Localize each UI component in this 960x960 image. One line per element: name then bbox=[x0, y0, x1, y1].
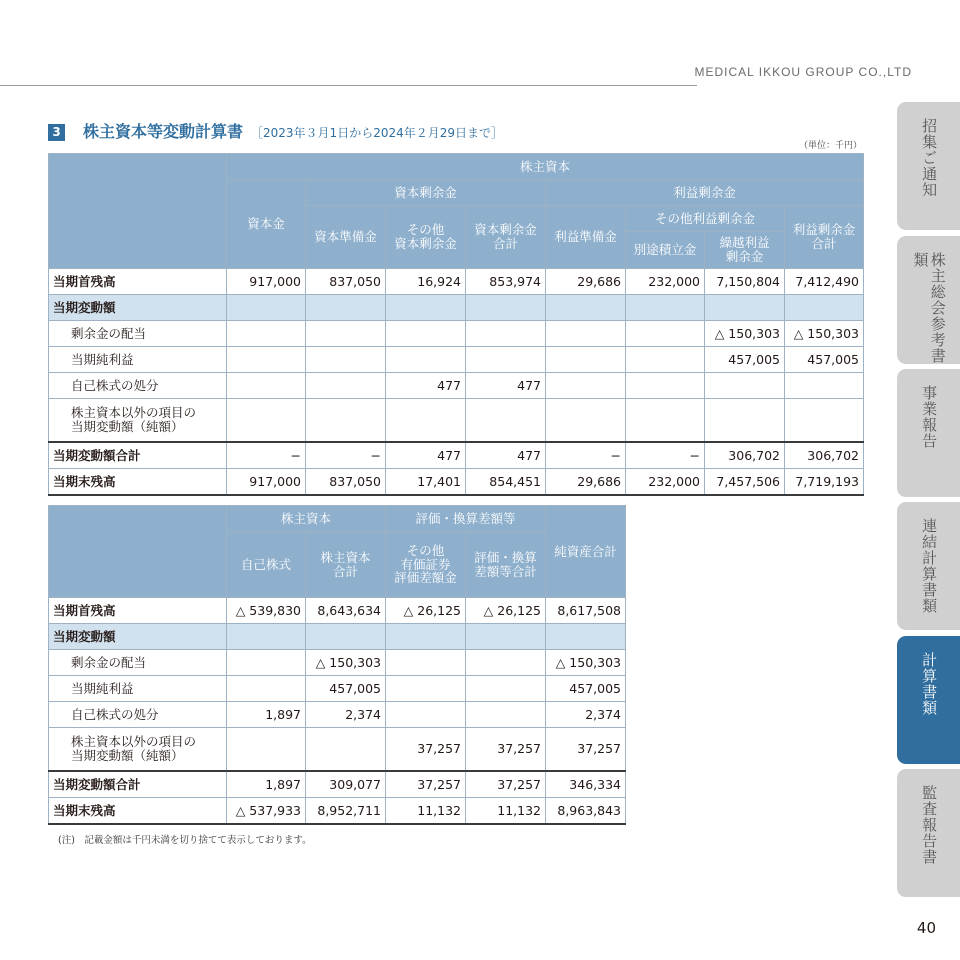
value-cell: 309,077 bbox=[306, 771, 386, 798]
value-cell: 837,050 bbox=[306, 469, 386, 496]
table1-row-net-income bbox=[49, 347, 864, 373]
value-cell bbox=[466, 321, 546, 347]
value-cell: △ 26,125 bbox=[466, 598, 546, 624]
row-label: 当期純利益 bbox=[49, 676, 227, 702]
row-label: 当期変動額 bbox=[49, 624, 227, 650]
value-cell: 457,005 bbox=[546, 676, 626, 702]
table1-header-shareholders-equity: 株主資本 bbox=[227, 154, 864, 180]
value-cell: 17,401 bbox=[386, 469, 466, 496]
section-title: 株主資本等変動計算書 bbox=[83, 122, 244, 141]
value-cell: 16,924 bbox=[386, 269, 466, 295]
value-cell: 306,702 bbox=[785, 442, 864, 469]
value-cell: 306,702 bbox=[705, 442, 785, 469]
value-cell: △ 150,303 bbox=[705, 321, 785, 347]
table1-row-changes-during-period bbox=[49, 295, 864, 321]
value-cell bbox=[626, 321, 705, 347]
value-cell: 346,334 bbox=[546, 771, 626, 798]
value-cell: 7,457,506 bbox=[705, 469, 785, 496]
value-cell: 837,050 bbox=[306, 269, 386, 295]
value-cell: △ 537,933 bbox=[227, 798, 306, 825]
value-cell: 477 bbox=[466, 442, 546, 469]
row-label: 当期変動額合計 bbox=[49, 442, 227, 469]
value-cell bbox=[626, 399, 705, 443]
value-cell: 457,005 bbox=[785, 347, 864, 373]
value-cell bbox=[785, 399, 864, 443]
table2-header-valuation-total: 評価・換算 差額等合計 bbox=[466, 532, 546, 598]
table1-header-other-retained-earnings: その他利益剰余金 bbox=[626, 206, 785, 232]
side-tab-2[interactable]: 事業報告 bbox=[897, 369, 960, 497]
value-cell: 2,374 bbox=[546, 702, 626, 728]
row-label: 剰余金の配当 bbox=[49, 650, 227, 676]
value-cell: − bbox=[306, 442, 386, 469]
value-cell bbox=[466, 624, 546, 650]
value-cell bbox=[466, 702, 546, 728]
section-period: ［2023年３月1日から2024年２月29日まで］ bbox=[251, 126, 503, 140]
table2-header-valuation-adjustments: 評価・換算差額等 bbox=[386, 506, 546, 532]
table2-row-net-income bbox=[49, 676, 626, 702]
value-cell: 853,974 bbox=[466, 269, 546, 295]
page-number: 40 bbox=[916, 919, 936, 937]
value-cell bbox=[466, 676, 546, 702]
value-cell bbox=[466, 399, 546, 443]
value-cell bbox=[785, 295, 864, 321]
value-cell: △ 150,303 bbox=[546, 650, 626, 676]
value-cell bbox=[386, 624, 466, 650]
footnote: (注) 記載金額は千円未満を切り捨てて表示しております。 bbox=[58, 835, 312, 846]
row-label: 当期変動額合計 bbox=[49, 771, 227, 798]
value-cell: 11,132 bbox=[466, 798, 546, 825]
value-cell: △ 150,303 bbox=[306, 650, 386, 676]
table2-row-closing-balance bbox=[49, 798, 626, 825]
table1-row-dividends bbox=[49, 321, 864, 347]
value-cell bbox=[626, 373, 705, 399]
side-tab-3[interactable]: 連結計算書類 bbox=[897, 502, 960, 630]
table1-row-treasury-stock-disposal bbox=[49, 373, 864, 399]
table2-row-opening-balance bbox=[49, 598, 626, 624]
value-cell bbox=[227, 321, 306, 347]
table1-header-legal-capital-reserve: 資本準備金 bbox=[306, 206, 386, 269]
value-cell: 1,897 bbox=[227, 702, 306, 728]
value-cell: 7,150,804 bbox=[705, 269, 785, 295]
side-tab-1[interactable]: 株主総会参考書類 bbox=[897, 236, 960, 364]
row-label: 自己株式の処分 bbox=[49, 373, 227, 399]
value-cell: 29,686 bbox=[546, 469, 626, 496]
value-cell bbox=[546, 295, 626, 321]
value-cell bbox=[546, 321, 626, 347]
value-cell: 457,005 bbox=[306, 676, 386, 702]
value-cell bbox=[227, 295, 306, 321]
table2-header-corner bbox=[49, 506, 227, 598]
value-cell bbox=[306, 347, 386, 373]
value-cell: 8,963,843 bbox=[546, 798, 626, 825]
row-label: 当期首残高 bbox=[49, 269, 227, 295]
section-number-badge: 3 bbox=[48, 124, 65, 141]
row-label: 当期首残高 bbox=[49, 598, 227, 624]
value-cell bbox=[306, 373, 386, 399]
row-label: 当期変動額 bbox=[49, 295, 227, 321]
row-label: 当期末残高 bbox=[49, 469, 227, 496]
value-cell: 7,719,193 bbox=[785, 469, 864, 496]
table1-row-non-equity-changes bbox=[49, 399, 864, 443]
value-cell: − bbox=[626, 442, 705, 469]
value-cell: 477 bbox=[466, 373, 546, 399]
table1-header-retained-earnings: 利益剰余金 bbox=[546, 180, 864, 206]
value-cell bbox=[466, 650, 546, 676]
value-cell bbox=[466, 295, 546, 321]
row-label: 株主資本以外の項目の 当期変動額（純額） bbox=[49, 728, 227, 772]
table2-header-other-securities-valuation: その他 有価証券 評価差額金 bbox=[386, 532, 466, 598]
value-cell: △ 539,830 bbox=[227, 598, 306, 624]
row-label: 当期純利益 bbox=[49, 347, 227, 373]
table1-header-retained-brought-forward: 繰越利益 剰余金 bbox=[705, 232, 785, 269]
value-cell: 7,412,490 bbox=[785, 269, 864, 295]
table2-header-shareholders-equity: 株主資本 bbox=[227, 506, 386, 532]
value-cell bbox=[306, 321, 386, 347]
value-cell: 37,257 bbox=[386, 771, 466, 798]
value-cell: 477 bbox=[386, 373, 466, 399]
value-cell: 8,617,508 bbox=[546, 598, 626, 624]
row-label: 自己株式の処分 bbox=[49, 702, 227, 728]
value-cell bbox=[546, 399, 626, 443]
table2-header-shareholders-equity-total: 株主資本 合計 bbox=[306, 532, 386, 598]
value-cell bbox=[785, 373, 864, 399]
value-cell: 37,257 bbox=[546, 728, 626, 772]
header-rule bbox=[0, 85, 697, 86]
value-cell bbox=[626, 347, 705, 373]
value-cell bbox=[227, 373, 306, 399]
value-cell: 457,005 bbox=[705, 347, 785, 373]
value-cell bbox=[386, 321, 466, 347]
table1-header-capital: 資本金 bbox=[227, 180, 306, 269]
company-name: MEDICAL IKKOU GROUP CO.,LTD bbox=[694, 65, 912, 79]
value-cell bbox=[227, 347, 306, 373]
side-tab-5[interactable]: 監査報告書 bbox=[897, 769, 960, 897]
table1-header-general-reserve: 別途積立金 bbox=[626, 232, 705, 269]
side-tab-4[interactable]: 計算書類 bbox=[897, 636, 960, 764]
value-cell bbox=[386, 702, 466, 728]
table2-row-treasury-stock-disposal bbox=[49, 702, 626, 728]
table1-header-other-capital-surplus: その他 資本剰余金 bbox=[386, 206, 466, 269]
table1-body bbox=[49, 269, 864, 496]
value-cell bbox=[386, 676, 466, 702]
table2-body bbox=[49, 598, 626, 825]
value-cell bbox=[386, 295, 466, 321]
value-cell: △ 26,125 bbox=[386, 598, 466, 624]
table1-row-total-changes bbox=[49, 442, 864, 469]
value-cell bbox=[386, 399, 466, 443]
value-cell: 2,374 bbox=[306, 702, 386, 728]
row-label: 当期末残高 bbox=[49, 798, 227, 825]
value-cell bbox=[227, 399, 306, 443]
table1-header-corner bbox=[49, 154, 227, 269]
value-cell: 37,257 bbox=[386, 728, 466, 772]
value-cell bbox=[705, 399, 785, 443]
value-cell bbox=[626, 295, 705, 321]
value-cell: 1,897 bbox=[227, 771, 306, 798]
value-cell bbox=[705, 373, 785, 399]
table2-row-total-changes bbox=[49, 771, 626, 798]
value-cell: 37,257 bbox=[466, 728, 546, 772]
table1-row-closing-balance bbox=[49, 469, 864, 496]
value-cell bbox=[227, 624, 306, 650]
value-cell bbox=[386, 650, 466, 676]
value-cell: 11,132 bbox=[386, 798, 466, 825]
value-cell: 917,000 bbox=[227, 269, 306, 295]
value-cell bbox=[546, 373, 626, 399]
row-label: 剰余金の配当 bbox=[49, 321, 227, 347]
table1-header-legal-retained-reserve: 利益準備金 bbox=[546, 206, 626, 269]
value-cell: 37,257 bbox=[466, 771, 546, 798]
table2-row-dividends bbox=[49, 650, 626, 676]
value-cell bbox=[227, 728, 306, 772]
value-cell: 8,952,711 bbox=[306, 798, 386, 825]
value-cell: 917,000 bbox=[227, 469, 306, 496]
table1-header-retained-total: 利益剰余金 合計 bbox=[785, 206, 864, 269]
value-cell bbox=[306, 624, 386, 650]
table2-row-changes-during-period bbox=[49, 624, 626, 650]
value-cell: 29,686 bbox=[546, 269, 626, 295]
unit-label: （単位：千円） bbox=[798, 141, 862, 151]
table1-header-capital-surplus: 資本剰余金 bbox=[306, 180, 546, 206]
value-cell: 854,451 bbox=[466, 469, 546, 496]
value-cell: − bbox=[227, 442, 306, 469]
equity-statement-table-1 bbox=[48, 153, 864, 496]
value-cell bbox=[306, 728, 386, 772]
table2-header-treasury-stock: 自己株式 bbox=[227, 532, 306, 598]
table1-row-opening-balance bbox=[49, 269, 864, 295]
equity-statement-table-2 bbox=[48, 505, 626, 825]
value-cell bbox=[466, 347, 546, 373]
value-cell bbox=[306, 399, 386, 443]
value-cell: △ 150,303 bbox=[785, 321, 864, 347]
section-heading bbox=[48, 119, 503, 142]
value-cell bbox=[705, 295, 785, 321]
value-cell bbox=[546, 347, 626, 373]
value-cell: 232,000 bbox=[626, 269, 705, 295]
value-cell bbox=[386, 347, 466, 373]
value-cell: 477 bbox=[386, 442, 466, 469]
value-cell: 8,643,634 bbox=[306, 598, 386, 624]
value-cell: 232,000 bbox=[626, 469, 705, 496]
row-label: 株主資本以外の項目の 当期変動額（純額） bbox=[49, 399, 227, 443]
table1-header-capital-surplus-total: 資本剰余金 合計 bbox=[466, 206, 546, 269]
value-cell bbox=[546, 624, 626, 650]
value-cell bbox=[306, 295, 386, 321]
side-tab-0[interactable]: 招集ご通知 bbox=[897, 102, 960, 230]
value-cell: − bbox=[546, 442, 626, 469]
value-cell bbox=[227, 676, 306, 702]
table2-header-net-assets-total: 純資産合計 bbox=[546, 506, 626, 598]
table2-row-non-equity-changes bbox=[49, 728, 626, 772]
value-cell bbox=[227, 650, 306, 676]
